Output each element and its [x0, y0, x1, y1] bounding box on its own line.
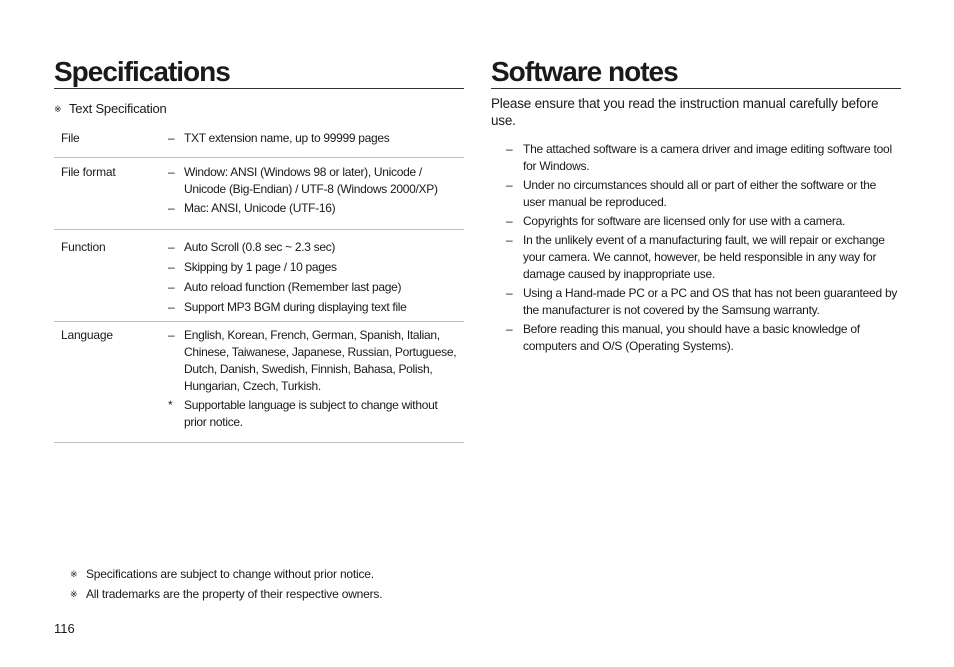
- spec-item-text: Skipping by 1 page / 10 pages: [184, 260, 337, 274]
- dash-marker: –: [506, 233, 513, 247]
- spec-item-text: Auto reload function (Remember last page): [184, 280, 402, 294]
- spec-item: [168, 299, 460, 316]
- spec-label: Function: [61, 240, 106, 254]
- software-notes-title: Software notes: [491, 56, 901, 89]
- dash-marker: –: [168, 328, 175, 342]
- spec-row-function: [54, 230, 464, 322]
- spec-item: [168, 200, 460, 217]
- dash-marker: –: [168, 165, 175, 179]
- footnote-text: All trademarks are the property of their respective owners.: [86, 587, 383, 601]
- software-notes-intro: Please ensure that you read the instruction manual carefully before use.: [491, 96, 879, 128]
- spec-row-file-format: [54, 158, 464, 230]
- software-notes-list: [506, 141, 901, 357]
- reference-mark-icon: ※: [70, 589, 78, 599]
- spec-item: [168, 327, 460, 395]
- spec-item-text: Support MP3 BGM during displaying text file: [184, 300, 407, 314]
- footnote-text: Specifications are subject to change without prior notice.: [86, 567, 374, 581]
- note-text: Using a Hand-made PC or a PC and OS that has not been guaranteed by the manufacturer is not covered by the Samsung warranty.: [523, 286, 898, 317]
- spec-item-text: Window: ANSI (Windows 98 or later), Unicode / Unicode (Big-Endian) / UTF-8 (Windows 2000/XP): [184, 165, 438, 196]
- spec-item: [168, 130, 460, 147]
- subheading-text: Text Specification: [69, 101, 167, 116]
- note-text: Before reading this manual, you should have a basic knowledge of computers and O/S (Operating Systems).: [523, 322, 860, 353]
- dash-marker: –: [168, 280, 175, 294]
- spec-item-text: Mac: ANSI, Unicode (UTF-16): [184, 201, 336, 215]
- note-text: Under no circumstances should all or part of either the software or the user manual be reproduced.: [523, 178, 877, 209]
- dash-marker: –: [506, 322, 513, 336]
- spec-label: File: [61, 131, 80, 145]
- reference-mark-icon: ※: [70, 569, 78, 579]
- spec-item-text: TXT extension name, up to 99999 pages: [184, 131, 390, 145]
- spec-label: Language: [61, 328, 113, 342]
- spec-row-language: [54, 322, 464, 443]
- note-text: Copyrights for software are licensed only for use with a camera.: [523, 214, 846, 228]
- dash-marker: –: [506, 142, 513, 156]
- footnotes: [70, 566, 670, 606]
- footnote: [70, 586, 670, 603]
- asterisk-marker: *: [168, 398, 173, 412]
- list-item: [506, 285, 901, 319]
- dash-marker: –: [168, 131, 175, 145]
- text-specification-subheading: [54, 101, 167, 117]
- dash-marker: –: [506, 286, 513, 300]
- spec-item: [168, 239, 460, 256]
- list-item: [506, 141, 901, 175]
- dash-marker: –: [506, 214, 513, 228]
- spec-item-text: Auto Scroll (0.8 sec ~ 2.3 sec): [184, 240, 336, 254]
- list-item: [506, 213, 901, 230]
- spec-item: [168, 164, 460, 198]
- page-number: 116: [54, 621, 75, 636]
- spec-label: File format: [61, 165, 116, 179]
- footnote: [70, 566, 670, 583]
- dash-marker: –: [506, 178, 513, 192]
- list-item: [506, 177, 901, 211]
- spec-item-text: Supportable language is subject to change without prior notice.: [184, 398, 438, 429]
- spec-item: [168, 397, 460, 431]
- specification-table: [54, 123, 464, 443]
- spec-row-file: [54, 123, 464, 158]
- dash-marker: –: [168, 300, 175, 314]
- dash-marker: –: [168, 260, 175, 274]
- note-text: The attached software is a camera driver and image editing software tool for Windows.: [523, 142, 892, 173]
- list-item: [506, 232, 901, 283]
- dash-marker: –: [168, 240, 175, 254]
- list-item: [506, 321, 901, 355]
- reference-mark-icon: ※: [54, 104, 62, 114]
- spec-item: [168, 279, 460, 296]
- spec-item: [168, 259, 460, 276]
- note-text: In the unlikely event of a manufacturing fault, we will repair or exchange your camera. We cannot, however, be held responsible in any way for damage caused by inappropriate use.: [523, 233, 885, 281]
- spec-item-text: English, Korean, French, German, Spanish, Italian, Chinese, Taiwanese, Japanese, Russian, Portuguese, Dutch, Danish, Swedish, Finnish, Bahasa, Polish, Hungarian, Czech, Turkish.: [184, 328, 457, 393]
- dash-marker: –: [168, 201, 175, 215]
- specifications-title: Specifications: [54, 56, 464, 89]
